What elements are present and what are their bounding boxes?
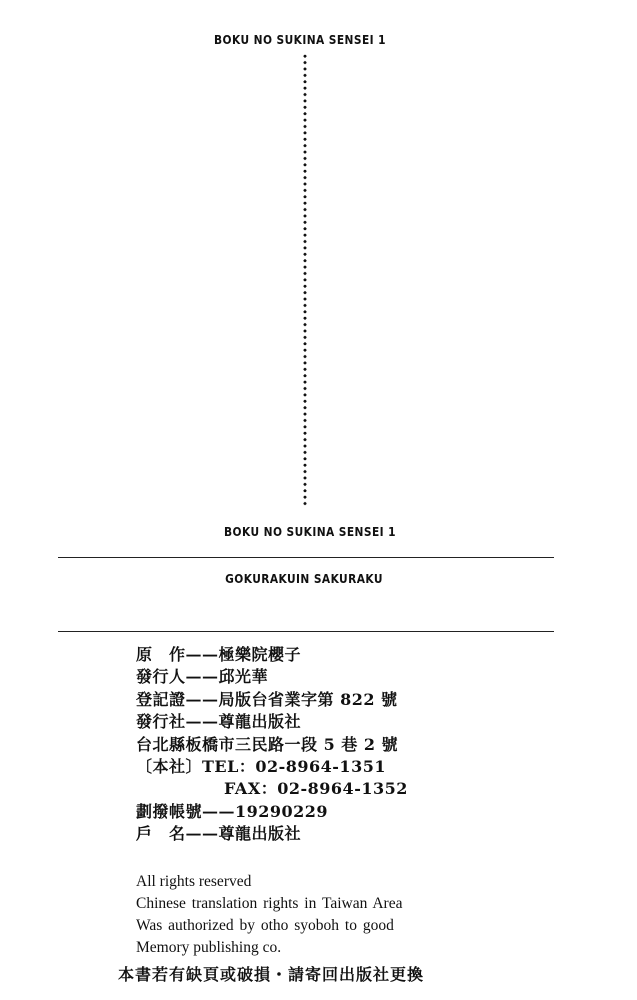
divider-top — [58, 557, 554, 558]
colophon-line-publisher-person: 發行人——邱光華 — [136, 667, 269, 687]
spine-title-bottom: BOKU NO SUKINA SENSEI 1 — [224, 524, 396, 539]
rights-block — [136, 871, 402, 959]
spine-title-top: BOKU NO SUKINA SENSEI 1 — [214, 32, 386, 47]
colophon-block — [136, 644, 408, 846]
divider-bottom — [58, 631, 554, 632]
colophon-line-registration: 登記證——局版台省業字第 822 號 — [136, 689, 398, 709]
replacement-notice: 本書若有缺頁或破損・請寄回出版社更換 — [118, 965, 425, 984]
colophon-line-original-author: 原 作——極樂院櫻子 — [136, 645, 302, 664]
colophon-line-account-name: 戶 名——尊龍出版社 — [136, 824, 302, 844]
rights-line: Was authorized by otho syoboh to good — [136, 917, 394, 934]
colophon-line-address: 台北縣板橋市三民路一段 5 巷 2 號 — [136, 734, 399, 754]
colophon-line-tel: 〔本社〕TEL：02-8964-1351 — [136, 756, 386, 776]
rights-line: Chinese translation rights in Taiwan Area — [136, 895, 403, 912]
colophon-line-postal-account: 劃撥帳號——19290229 — [136, 801, 329, 821]
colophon-line-publisher: 發行社——尊龍出版社 — [136, 712, 302, 732]
dotted-line — [303, 53, 307, 508]
rights-line: All rights reserved — [136, 873, 252, 890]
colophon-line-fax: FAX：02-8964-1352 — [224, 779, 408, 799]
author-name: GOKURAKUIN SAKURAKU — [225, 571, 383, 586]
rights-line: Memory publishing co. — [136, 939, 282, 956]
